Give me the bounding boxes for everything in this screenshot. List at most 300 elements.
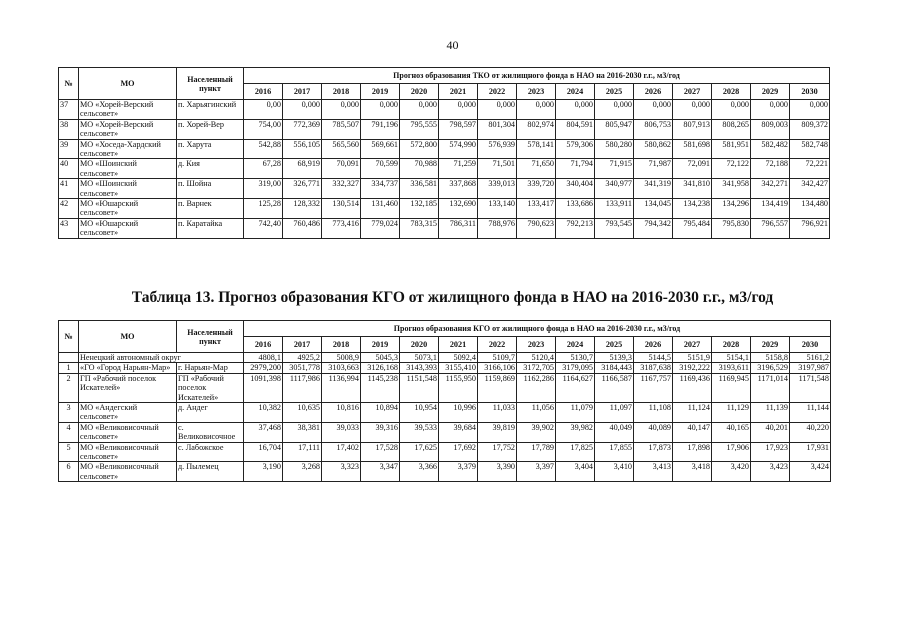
mo-name: ГП «Рабочий поселок Искателей»: [79, 373, 177, 402]
value-cell: 342,271: [751, 179, 790, 199]
value-cell: 802,974: [517, 119, 556, 139]
row-number: 3: [59, 403, 79, 423]
table-row: [59, 422, 831, 442]
value-cell: 1117,986: [283, 373, 322, 402]
value-cell: 17,692: [439, 442, 478, 462]
value-cell: 134,296: [712, 199, 751, 219]
value-cell: 5154,1: [712, 353, 751, 363]
table-row: [59, 119, 830, 139]
col-settlement-header: Населенный пункт: [177, 68, 244, 100]
value-cell: 39,902: [517, 422, 556, 442]
tko-forecast-table: [58, 67, 830, 239]
forecast-header: Прогноз образования КГО от жилищного фонда в НАО на 2016-2030 г.г., м3/год: [244, 321, 831, 337]
value-cell: 578,141: [517, 139, 556, 159]
value-cell: 134,480: [790, 199, 830, 219]
row-number: 43: [59, 218, 79, 238]
table-row: [59, 373, 831, 402]
value-cell: 807,913: [673, 119, 712, 139]
forecast-header: Прогноз образования ТКО от жилищного фонда в НАО на 2016-2030 г.г., м3/год: [244, 68, 830, 84]
table-row: [59, 199, 830, 219]
value-cell: 70,599: [361, 159, 400, 179]
value-cell: 0,000: [712, 100, 751, 120]
col-mo-header: МО: [79, 68, 177, 100]
value-cell: 579,306: [556, 139, 595, 159]
value-cell: 10,635: [283, 403, 322, 423]
value-cell: 1166,587: [595, 373, 634, 402]
value-cell: 40,089: [634, 422, 673, 442]
value-cell: 128,332: [283, 199, 322, 219]
mo-name: МО «Андегский сельсовет»: [79, 403, 177, 423]
value-cell: 133,911: [595, 199, 634, 219]
value-cell: 17,825: [556, 442, 595, 462]
value-cell: 3,413: [634, 462, 673, 482]
year-header: 2026: [634, 337, 673, 353]
value-cell: 11,033: [478, 403, 517, 423]
page-number: 40: [446, 38, 459, 52]
value-cell: 71,987: [634, 159, 673, 179]
value-cell: 3197,987: [790, 363, 831, 373]
value-cell: 805,947: [595, 119, 634, 139]
value-cell: 17,855: [595, 442, 634, 462]
value-cell: 11,079: [556, 403, 595, 423]
year-header: 2021: [439, 84, 478, 100]
settlement-name: п. Харьягинский: [177, 100, 244, 120]
value-cell: 17,923: [751, 442, 790, 462]
mo-name: МО «Хоседа-Хардский сельсовет»: [79, 139, 177, 159]
value-cell: 339,720: [517, 179, 556, 199]
settlement-name: д. Пылемец: [177, 462, 244, 482]
value-cell: 72,122: [712, 159, 751, 179]
table-row: [59, 442, 831, 462]
value-cell: 565,560: [322, 139, 361, 159]
value-cell: 39,982: [556, 422, 595, 442]
value-cell: 5073,1: [400, 353, 439, 363]
row-number: 39: [59, 139, 79, 159]
value-cell: 10,816: [322, 403, 361, 423]
year-header: 2025: [595, 84, 634, 100]
value-cell: 132,185: [400, 199, 439, 219]
value-cell: 40,201: [751, 422, 790, 442]
value-cell: 582,748: [790, 139, 830, 159]
value-cell: 342,427: [790, 179, 830, 199]
row-number: 37: [59, 100, 79, 120]
value-cell: 10,996: [439, 403, 478, 423]
year-header: 2022: [478, 84, 517, 100]
value-cell: 17,898: [673, 442, 712, 462]
value-cell: 11,108: [634, 403, 673, 423]
value-cell: 3103,663: [322, 363, 361, 373]
value-cell: 71,501: [478, 159, 517, 179]
value-cell: 17,873: [634, 442, 673, 462]
value-cell: 3196,529: [751, 363, 790, 373]
value-cell: 773,416: [322, 218, 361, 238]
year-header: 2029: [751, 84, 790, 100]
value-cell: 337,868: [439, 179, 478, 199]
year-header: 2019: [361, 84, 400, 100]
value-cell: 574,990: [439, 139, 478, 159]
value-cell: 3,190: [244, 462, 283, 482]
value-cell: 0,000: [322, 100, 361, 120]
value-cell: 340,977: [595, 179, 634, 199]
value-cell: 72,188: [751, 159, 790, 179]
year-header: 2017: [283, 337, 322, 353]
value-cell: 2979,200: [244, 363, 283, 373]
value-cell: 793,545: [595, 218, 634, 238]
value-cell: 754,00: [244, 119, 283, 139]
value-cell: 3179,095: [556, 363, 595, 373]
value-cell: 341,319: [634, 179, 673, 199]
table-row: [59, 179, 830, 199]
value-cell: 341,958: [712, 179, 751, 199]
value-cell: 742,40: [244, 218, 283, 238]
value-cell: 3,423: [751, 462, 790, 482]
value-cell: 790,623: [517, 218, 556, 238]
value-cell: 17,111: [283, 442, 322, 462]
value-cell: 3184,443: [595, 363, 634, 373]
value-cell: 794,342: [634, 218, 673, 238]
value-cell: 17,931: [790, 442, 831, 462]
value-cell: 5144,5: [634, 353, 673, 363]
settlement-name: п. Харута: [177, 139, 244, 159]
value-cell: 576,939: [478, 139, 517, 159]
value-cell: 17,625: [400, 442, 439, 462]
mo-name: МО «Юшарский сельсовет»: [79, 199, 177, 219]
value-cell: 0,000: [556, 100, 595, 120]
mo-name: МО «Шоинский сельсовет»: [79, 179, 177, 199]
value-cell: 1169,436: [673, 373, 712, 402]
settlement-name: п. Хорей-Вер: [177, 119, 244, 139]
value-cell: 1145,238: [361, 373, 400, 402]
value-cell: 40,220: [790, 422, 831, 442]
value-cell: 786,311: [439, 218, 478, 238]
value-cell: 334,737: [361, 179, 400, 199]
row-number: [59, 353, 79, 363]
row-number: 4: [59, 422, 79, 442]
value-cell: 3143,393: [400, 363, 439, 373]
value-cell: 3,268: [283, 462, 322, 482]
value-cell: 5092,4: [439, 353, 478, 363]
value-cell: 40,147: [673, 422, 712, 442]
value-cell: 11,124: [673, 403, 712, 423]
table-row: [59, 218, 830, 238]
value-cell: 581,698: [673, 139, 712, 159]
value-cell: 3,404: [556, 462, 595, 482]
value-cell: 340,404: [556, 179, 595, 199]
value-cell: 791,196: [361, 119, 400, 139]
year-header: 2020: [400, 84, 439, 100]
value-cell: 0,000: [439, 100, 478, 120]
value-cell: 0,000: [283, 100, 322, 120]
value-cell: 17,906: [712, 442, 751, 462]
total-label: Ненецкий автономный округ: [79, 353, 244, 363]
value-cell: 801,304: [478, 119, 517, 139]
year-header: 2030: [790, 84, 830, 100]
mo-name: МО «Юшарский сельсовет»: [79, 218, 177, 238]
year-header: 2024: [556, 84, 595, 100]
value-cell: 326,771: [283, 179, 322, 199]
value-cell: 0,000: [790, 100, 830, 120]
value-cell: 3155,410: [439, 363, 478, 373]
table-13-title: Таблица 13. Прогноз образования КГО от жилищного фонда в НАО на 2016-2030 г.г., м3/год: [131, 289, 774, 306]
value-cell: 1155,950: [439, 373, 478, 402]
value-cell: 3193,611: [712, 363, 751, 373]
row-number: 41: [59, 179, 79, 199]
col-num-header: №: [59, 321, 79, 353]
value-cell: 39,533: [400, 422, 439, 442]
kgo-forecast-table: [58, 320, 831, 482]
value-cell: 795,830: [712, 218, 751, 238]
table-row: [59, 159, 830, 179]
value-cell: 16,704: [244, 442, 283, 462]
value-cell: 71,259: [439, 159, 478, 179]
year-header: 2023: [517, 84, 556, 100]
year-header: 2019: [361, 337, 400, 353]
year-header: 2016: [244, 84, 283, 100]
table-row: [59, 363, 831, 373]
value-cell: 38,381: [283, 422, 322, 442]
value-cell: 131,460: [361, 199, 400, 219]
value-cell: 341,810: [673, 179, 712, 199]
value-cell: 542,88: [244, 139, 283, 159]
settlement-name: с. Лабожское: [177, 442, 244, 462]
value-cell: 0,000: [595, 100, 634, 120]
mo-name: МО «Шоинский сельсовет»: [79, 159, 177, 179]
value-cell: 3126,168: [361, 363, 400, 373]
value-cell: 40,165: [712, 422, 751, 442]
value-cell: 133,417: [517, 199, 556, 219]
row-number: 6: [59, 462, 79, 482]
value-cell: 5008,9: [322, 353, 361, 363]
value-cell: 3,410: [595, 462, 634, 482]
value-cell: 1091,398: [244, 373, 283, 402]
value-cell: 3187,638: [634, 363, 673, 373]
value-cell: 68,919: [283, 159, 322, 179]
value-cell: 3,424: [790, 462, 831, 482]
value-cell: 39,819: [478, 422, 517, 442]
value-cell: 71,915: [595, 159, 634, 179]
row-number: 1: [59, 363, 79, 373]
value-cell: 3,390: [478, 462, 517, 482]
value-cell: 72,091: [673, 159, 712, 179]
year-header: 2026: [634, 84, 673, 100]
value-cell: 809,003: [751, 119, 790, 139]
value-cell: 39,684: [439, 422, 478, 442]
year-header: 2024: [556, 337, 595, 353]
value-cell: 0,000: [400, 100, 439, 120]
value-cell: 4808,1: [244, 353, 283, 363]
value-cell: 1136,994: [322, 373, 361, 402]
value-cell: 798,597: [439, 119, 478, 139]
year-header: 2022: [478, 337, 517, 353]
row-number: 5: [59, 442, 79, 462]
settlement-name: п. Каратайка: [177, 218, 244, 238]
row-number: 2: [59, 373, 79, 402]
value-cell: 5158,8: [751, 353, 790, 363]
table-row: [59, 462, 831, 482]
value-cell: 71,794: [556, 159, 595, 179]
value-cell: 0,000: [517, 100, 556, 120]
value-cell: 67,28: [244, 159, 283, 179]
table-row: [59, 100, 830, 120]
value-cell: 1162,286: [517, 373, 556, 402]
value-cell: 11,139: [751, 403, 790, 423]
value-cell: 134,045: [634, 199, 673, 219]
col-num-header: №: [59, 68, 79, 100]
value-cell: 336,581: [400, 179, 439, 199]
value-cell: 17,402: [322, 442, 361, 462]
settlement-name: д. Андег: [177, 403, 244, 423]
year-header: 2020: [400, 337, 439, 353]
value-cell: 3166,106: [478, 363, 517, 373]
value-cell: 11,056: [517, 403, 556, 423]
value-cell: 3,366: [400, 462, 439, 482]
value-cell: 319,00: [244, 179, 283, 199]
value-cell: 11,129: [712, 403, 751, 423]
value-cell: 5130,7: [556, 353, 595, 363]
value-cell: 783,315: [400, 218, 439, 238]
value-cell: 1171,548: [790, 373, 831, 402]
value-cell: 580,862: [634, 139, 673, 159]
table-row: [59, 139, 830, 159]
value-cell: 3172,705: [517, 363, 556, 373]
year-header: 2027: [673, 337, 712, 353]
mo-name: «ГО «Город Нарьян-Мар»: [79, 363, 177, 373]
mo-name: МО «Великовисочный сельсовет»: [79, 462, 177, 482]
mo-name: МО «Хорей-Верский сельсовет»: [79, 100, 177, 120]
value-cell: 10,382: [244, 403, 283, 423]
year-header: 2023: [517, 337, 556, 353]
value-cell: 572,800: [400, 139, 439, 159]
value-cell: 71,650: [517, 159, 556, 179]
value-cell: 1164,627: [556, 373, 595, 402]
mo-name: МО «Великовисочный сельсовет»: [79, 422, 177, 442]
value-cell: 1151,548: [400, 373, 439, 402]
value-cell: 788,976: [478, 218, 517, 238]
value-cell: 3,379: [439, 462, 478, 482]
value-cell: 3,418: [673, 462, 712, 482]
value-cell: 3192,222: [673, 363, 712, 373]
year-header: 2021: [439, 337, 478, 353]
value-cell: 17,528: [361, 442, 400, 462]
value-cell: 582,482: [751, 139, 790, 159]
value-cell: 3,323: [322, 462, 361, 482]
settlement-name: ГП «Рабочий поселок Искателей»: [177, 373, 244, 402]
value-cell: 0,000: [478, 100, 517, 120]
table-row: [59, 403, 831, 423]
value-cell: 806,753: [634, 119, 673, 139]
year-header: 2029: [751, 337, 790, 353]
settlement-name: г. Нарьян-Мар: [177, 363, 244, 373]
value-cell: 0,00: [244, 100, 283, 120]
value-cell: 809,372: [790, 119, 830, 139]
value-cell: 39,033: [322, 422, 361, 442]
value-cell: 3,397: [517, 462, 556, 482]
value-cell: 70,988: [400, 159, 439, 179]
value-cell: 10,894: [361, 403, 400, 423]
value-cell: 795,484: [673, 218, 712, 238]
value-cell: 4925,2: [283, 353, 322, 363]
value-cell: 760,486: [283, 218, 322, 238]
value-cell: 134,238: [673, 199, 712, 219]
value-cell: 785,507: [322, 119, 361, 139]
year-header: 2018: [322, 84, 361, 100]
value-cell: 332,327: [322, 179, 361, 199]
value-cell: 70,091: [322, 159, 361, 179]
value-cell: 1169,945: [712, 373, 751, 402]
value-cell: 5120,4: [517, 353, 556, 363]
value-cell: 556,105: [283, 139, 322, 159]
value-cell: 0,000: [751, 100, 790, 120]
value-cell: 0,000: [634, 100, 673, 120]
value-cell: 133,686: [556, 199, 595, 219]
value-cell: 0,000: [361, 100, 400, 120]
value-cell: 1167,757: [634, 373, 673, 402]
value-cell: 3051,778: [283, 363, 322, 373]
value-cell: 804,591: [556, 119, 595, 139]
value-cell: 17,752: [478, 442, 517, 462]
mo-name: МО «Хорей-Верский сельсовет»: [79, 119, 177, 139]
value-cell: 40,049: [595, 422, 634, 442]
value-cell: 3,347: [361, 462, 400, 482]
value-cell: 5161,2: [790, 353, 831, 363]
value-cell: 3,420: [712, 462, 751, 482]
value-cell: 1171,014: [751, 373, 790, 402]
year-header: 2017: [283, 84, 322, 100]
year-header: 2027: [673, 84, 712, 100]
year-header: 2016: [244, 337, 283, 353]
value-cell: 808,265: [712, 119, 751, 139]
year-header: 2018: [322, 337, 361, 353]
year-header: 2025: [595, 337, 634, 353]
value-cell: 580,280: [595, 139, 634, 159]
value-cell: 339,013: [478, 179, 517, 199]
value-cell: 5045,3: [361, 353, 400, 363]
total-row: [59, 353, 831, 363]
year-header: 2028: [712, 84, 751, 100]
year-header: 2028: [712, 337, 751, 353]
value-cell: 39,316: [361, 422, 400, 442]
value-cell: 5139,3: [595, 353, 634, 363]
value-cell: 581,951: [712, 139, 751, 159]
value-cell: 5109,7: [478, 353, 517, 363]
year-header: 2030: [790, 337, 831, 353]
value-cell: 130,514: [322, 199, 361, 219]
value-cell: 569,661: [361, 139, 400, 159]
value-cell: 10,954: [400, 403, 439, 423]
value-cell: 1159,869: [478, 373, 517, 402]
value-cell: 772,369: [283, 119, 322, 139]
value-cell: 5151,9: [673, 353, 712, 363]
value-cell: 132,690: [439, 199, 478, 219]
row-number: 40: [59, 159, 79, 179]
value-cell: 17,789: [517, 442, 556, 462]
value-cell: 125,28: [244, 199, 283, 219]
value-cell: 796,557: [751, 218, 790, 238]
value-cell: 11,097: [595, 403, 634, 423]
value-cell: 779,024: [361, 218, 400, 238]
value-cell: 133,140: [478, 199, 517, 219]
value-cell: 11,144: [790, 403, 831, 423]
value-cell: 792,213: [556, 218, 595, 238]
settlement-name: п. Шойна: [177, 179, 244, 199]
col-settlement-header: Населенный пункт: [177, 321, 244, 353]
row-number: 38: [59, 119, 79, 139]
value-cell: 796,921: [790, 218, 830, 238]
row-number: 42: [59, 199, 79, 219]
settlement-name: д. Кия: [177, 159, 244, 179]
value-cell: 72,221: [790, 159, 830, 179]
value-cell: 134,419: [751, 199, 790, 219]
